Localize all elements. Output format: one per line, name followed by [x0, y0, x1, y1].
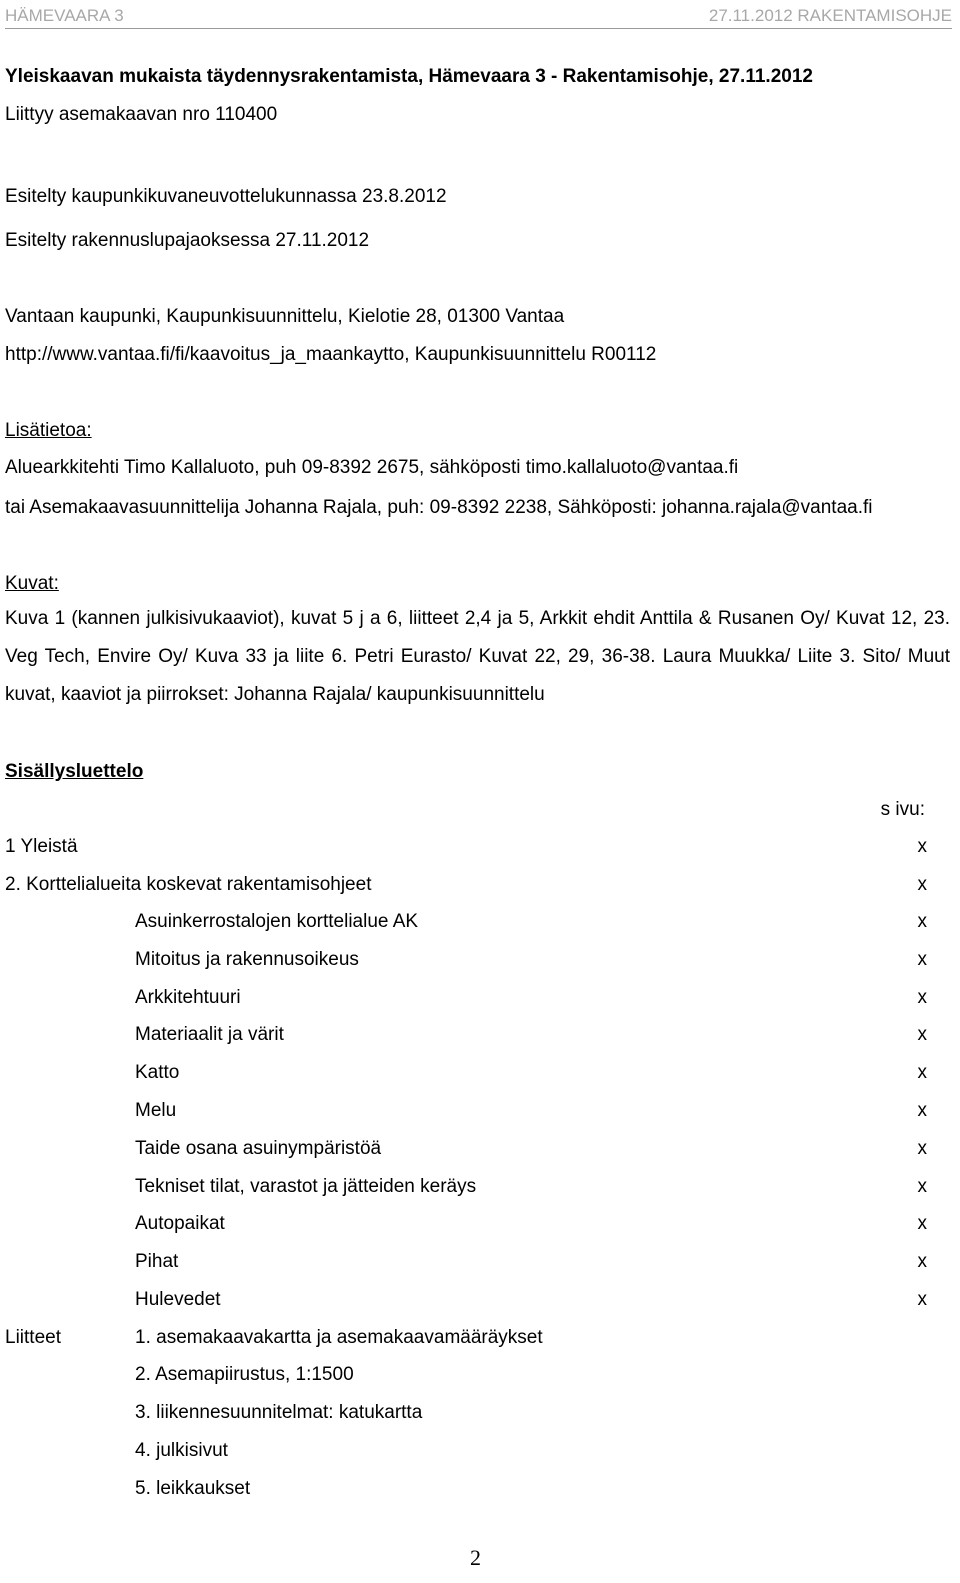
toc-item-label: 2. Korttelialueita koskevat rakentamisohjeet: [5, 874, 372, 895]
toc-subitem-label: Asuinkerrostalojen korttelialue AK: [135, 911, 419, 932]
toc-subitem-page: x: [917, 1213, 927, 1234]
toc-item: [5, 873, 927, 897]
toc-subitem: [5, 986, 927, 1010]
toc-subitem-page: x: [917, 1062, 927, 1083]
appendix-item: 5. leikkaukset: [135, 1478, 251, 1499]
toc-subitem-page: x: [917, 1251, 927, 1272]
address-line: Vantaan kaupunki, Kaupunkisuunnittelu, Kielotie 28, 01300 Vantaa: [5, 306, 565, 327]
toc-subitem-page: x: [917, 949, 927, 970]
appendix-item: 3. liikennesuunnitelmat: katukartta: [135, 1402, 423, 1423]
document-title: Yleiskaavan mukaista täydennysrakentamista, Hämevaara 3 - Rakentamisohje, 27.11.2012: [5, 66, 813, 87]
appendices-label: Liitteet: [5, 1327, 61, 1348]
document-subtitle: Liittyy asemakaavan nro 110400: [5, 104, 278, 125]
page-number: 2: [470, 1545, 481, 1570]
info-heading: Lisätietoa:: [5, 420, 92, 441]
appendix-item: 1. asemakaavakartta ja asemakaavamääräykset: [135, 1327, 543, 1348]
toc-subitem-label: Melu: [135, 1100, 177, 1121]
toc-subitem-label: Hulevedet: [135, 1289, 221, 1310]
toc-subitem: [5, 948, 927, 972]
toc-subitem: [5, 1212, 927, 1236]
toc-subitem: [5, 1288, 927, 1312]
presented-line-1: Esitelty kaupunkikuvaneuvottelukunnassa 23.8.2012: [5, 186, 447, 207]
toc-subitem-page: x: [917, 987, 927, 1008]
toc-subitem-page: x: [917, 1138, 927, 1159]
toc-subitem-label: Arkkitehtuuri: [135, 987, 241, 1008]
toc-subitem-page: x: [917, 1024, 927, 1045]
toc-subitem-label: Mitoitus ja rakennusoikeus: [135, 949, 359, 970]
toc-subitem: [5, 1023, 927, 1047]
toc-subitem-page: x: [917, 1100, 927, 1121]
appendix-item: 2. Asemapiirustus, 1:1500: [135, 1364, 354, 1385]
toc-item: [5, 835, 927, 859]
toc-subitem: [5, 1137, 927, 1161]
toc-subitem: [5, 910, 927, 934]
images-heading: Kuvat:: [5, 573, 59, 594]
images-credits: Kuva 1 (kannen julkisivukaaviot), kuvat 5 j a 6, liitteet 2,4 ja 5, Arkkit ehdit Anttila & Rusanen Oy/ Kuvat 12, 23. Veg Tech, Envire Oy/ Kuva 33 ja liite 6. Petri Eurasto/ Kuvat 22, 29, 36-38. Laura Muukka/ Liite 3. Sito/ Muut kuvat, kaaviot ja piirrokset: Johanna Rajala/ kaupunkisuunnittelu: [5, 608, 950, 705]
info-line-1: Aluearkkitehti Timo Kallaluoto, puh 09-8392 2675, sähköposti timo.kallaluoto@vantaa.fi: [5, 457, 739, 478]
toc-subitem: [5, 1175, 927, 1199]
toc-subitem-label: Taide osana asuinympäristöä: [135, 1138, 382, 1159]
page-header: [5, 4, 952, 29]
toc-subitem: [5, 1061, 927, 1085]
toc-subitem-label: Katto: [135, 1062, 180, 1083]
toc-page-label: s ivu:: [880, 799, 925, 820]
toc-subitem-label: Pihat: [135, 1251, 179, 1272]
header-right: 27.11.2012 RAKENTAMISOHJE: [708, 6, 952, 25]
toc-subitem-page: x: [917, 1289, 927, 1310]
toc-item-page: x: [917, 836, 927, 857]
toc-item-label: 1 Yleistä: [5, 836, 78, 857]
appendix-item: 4. julkisivut: [135, 1440, 228, 1461]
toc-subitem-page: x: [917, 1176, 927, 1197]
toc-item-page: x: [917, 874, 927, 895]
info-line-2: tai Asemakaavasuunnittelija Johanna Rajala, puh: 09-8392 2238, Sähköposti: johanna.rajala@vantaa.fi: [5, 497, 873, 518]
toc-subitem-page: x: [917, 911, 927, 932]
toc-subitem-label: Autopaikat: [135, 1213, 225, 1234]
toc-heading: Sisällysluettelo: [5, 761, 144, 782]
toc-subitem: [5, 1250, 927, 1274]
header-left: HÄMEVAARA 3: [5, 6, 124, 25]
toc-subitem-label: Tekniset tilat, varastot ja jätteiden keräys: [135, 1176, 477, 1197]
toc-subitem: [5, 1099, 927, 1123]
presented-line-2: Esitelty rakennuslupajaoksessa 27.11.2012: [5, 230, 370, 251]
toc-subitem-label: Materiaalit ja värit: [135, 1024, 284, 1045]
url-line: http://www.vantaa.fi/fi/kaavoitus_ja_maankaytto, Kaupunkisuunnittelu R00112: [5, 344, 657, 365]
